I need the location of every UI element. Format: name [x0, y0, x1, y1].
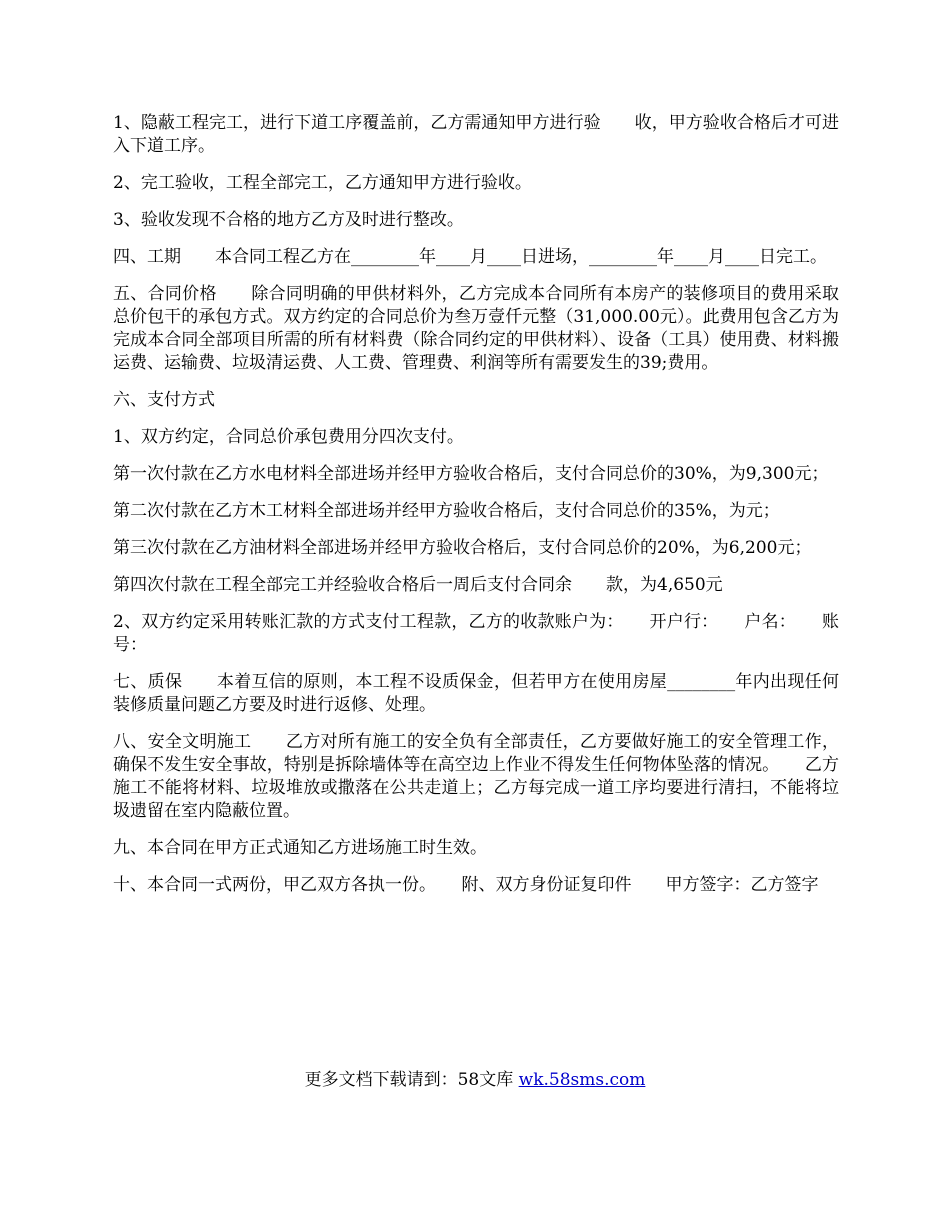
paragraph-first-payment: 第一次付款在乙方水电材料全部进场并经甲方验收合格后，支付合同总价的30%，为9,300元；	[113, 464, 829, 484]
paragraph-concealed-work: 1、隐蔽工程完工，进行下道工序覆盖前，乙方需通知甲方进行验 收，甲方验收合格后才可进入下道工序。	[113, 113, 839, 156]
paragraph-warranty: 七、质保 本着互信的原则，本工程不设质保金，但若甲方在使用房屋________年内出现任何装修质量问题乙方要及时进行返修、处理。	[113, 672, 839, 715]
paragraph-bank-account: 2、双方约定采用转账汇款的方式支付工程款，乙方的收款账户为： 开户行： 户名： 账号：	[113, 612, 839, 655]
footer-prefix: 更多文档下载请到：58文库	[304, 1070, 519, 1090]
paragraph-rectification: 3、验收发现不合格的地方乙方及时进行整改。	[113, 210, 464, 230]
paragraph-schedule: 四、工期 本合同工程乙方在________年____月____日进场，________年____月____日完工。	[113, 247, 827, 267]
footer-link[interactable]: wk.58sms.com	[518, 1070, 646, 1090]
paragraph-contract-price: 五、合同价格 除合同明确的甲供材料外，乙方完成本合同所有本房产的装修项目的费用采取总价包干的承包方式。双方约定的合同总价为叁万壹仟元整（31,000.00元）。此费用包含乙方为完成本合同全部项目所需的所有材料费（除合同约定的甲供材料）、设备（工具）使用费、材料搬运费、运输费、垃圾清运费、人工费、管理费、利润等所有需要发生的39;费用。	[113, 284, 839, 373]
paragraph-safety: 八、安全文明施工 乙方对所有施工的安全负有全部责任，乙方要做好施工的安全管理工作，确保不发生安全事故，特别是拆除墙体等在高空边上作业不得发生任何物体坠落的情况。 乙方施工不能将材料、垃圾堆放或撒落在公共走道上；乙方每完成一道工序均要进行清扫，不能将垃圾遗留在室内隐蔽位置。	[113, 732, 839, 821]
paragraph-copies-signatures: 十、本合同一式两份，甲乙双方各执一份。 附、双方身份证复印件 甲方签字：乙方签字	[113, 875, 819, 895]
paragraph-fourth-payment: 第四次付款在工程全部完工并经验收合格后一周后支付合同余 款，为4,650元	[113, 575, 723, 595]
contract-body	[113, 112, 839, 911]
paragraph-payment-agreement: 1、双方约定，合同总价承包费用分四次支付。	[113, 427, 464, 447]
paragraph-third-payment: 第三次付款在乙方油材料全部进场并经甲方验收合格后，支付合同总价的20%，为6,200元；	[113, 538, 812, 558]
footer-download-note	[0, 1069, 950, 1092]
paragraph-second-payment: 第二次付款在乙方木工材料全部进场并经甲方验收合格后，支付合同总价的35%，为元；	[113, 501, 780, 521]
paragraph-effective: 九、本合同在甲方正式通知乙方进场施工时生效。	[113, 838, 487, 858]
heading-payment-method: 六、支付方式	[113, 390, 215, 410]
paragraph-completion-acceptance: 2、完工验收，工程全部完工，乙方通知甲方进行验收。	[113, 173, 532, 193]
